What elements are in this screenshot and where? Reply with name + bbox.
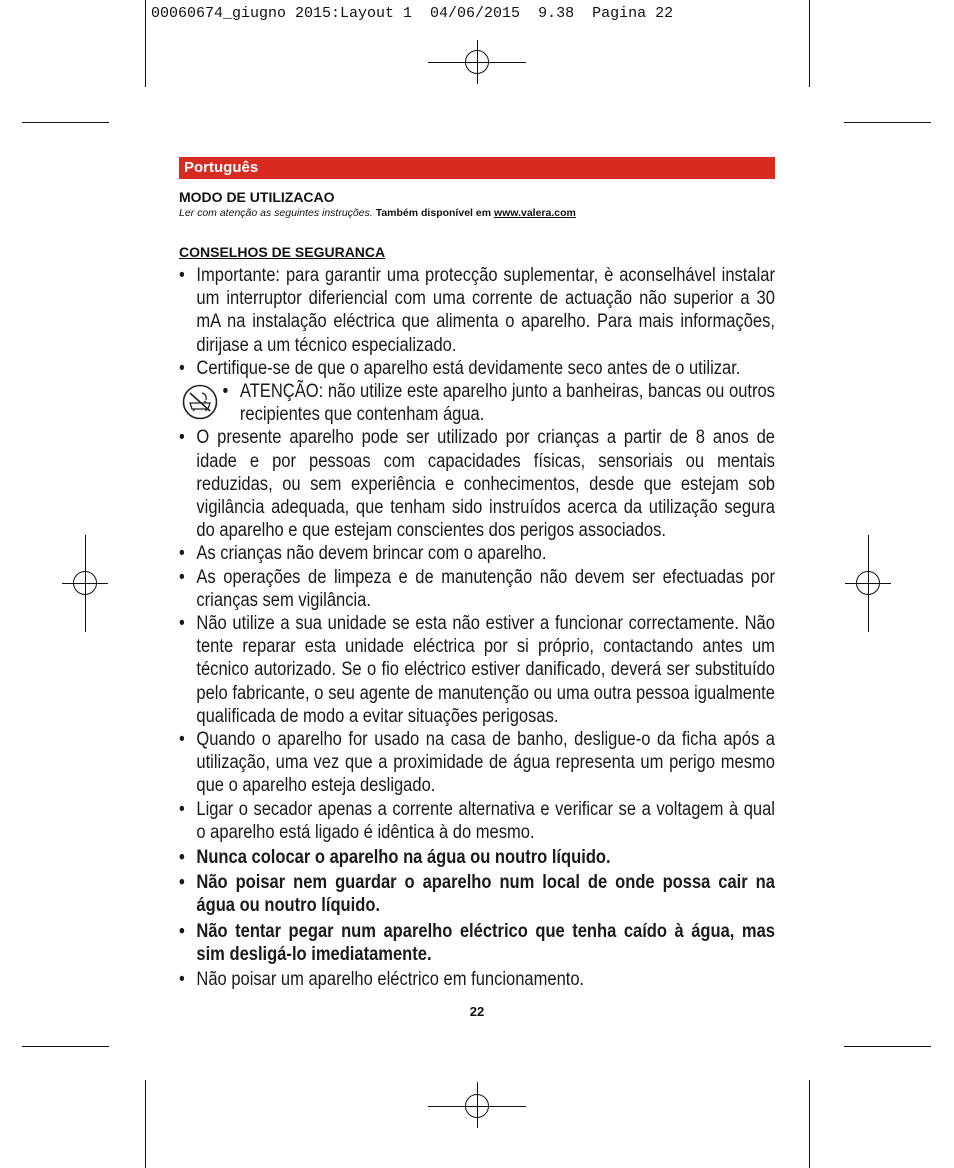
crop-mark [22, 122, 109, 123]
bullet-text: As crianças não devem brincar com o aparelho. [196, 543, 547, 565]
list-item [179, 357, 775, 380]
bullet-text: Ligar o secador apenas a corrente alternativa e verificar se a voltagem à qual o aparelho está ligado é idêntica à do mesmo. [196, 798, 775, 843]
bullet-dot: • [179, 847, 185, 869]
bullet-dot: • [222, 381, 229, 403]
bullet-text: Certifique-se de que o aparelho está devidamente seco antes de o utilizar. [196, 357, 741, 379]
crop-mark [145, 1080, 146, 1168]
list-item [179, 728, 775, 798]
bullet-dot: • [179, 613, 185, 635]
crop-mark [844, 1046, 931, 1047]
list-item [179, 426, 775, 542]
bullet-dot: • [179, 543, 185, 565]
safety-title: CONSELHOS DE SEGURANCA [179, 244, 386, 260]
instructions-line [179, 207, 576, 219]
bullet-dot: • [179, 969, 185, 991]
bullet-dot: • [179, 566, 185, 588]
bullet-dot: • [179, 427, 185, 449]
print-slug: 00060674_giugno 2015:Layout 1 04/06/2015 9.38 Pagina 22 [151, 5, 674, 22]
instructions-bold: Também disponível em [375, 207, 492, 219]
bullet-text: Não poisar nem guardar o aparelho num local de onde possa cair na água ou noutro líquido. [196, 872, 775, 917]
bullet-dot: • [179, 357, 185, 379]
bullet-text: O presente aparelho pode ser utilizado por crianças a partir de 8 anos de idade e por pessoas com capacidades físicas, sensoriais ou mentais reduzidas, ou sem experiência e conhecimentos, desde que estejam sob vigilância adequada, que tenham sido instruídos acerca da utilização segura do aparelho e que estejam conscientes dos perigos associados. [196, 427, 775, 542]
bullet-dot: • [179, 920, 185, 942]
bullet-dot: • [179, 798, 185, 820]
section-header: Português [179, 157, 775, 179]
bullet-text: Não tentar pegar num aparelho eléctrico que tenha caído à água, mas sim desligá-lo imediatamente. [196, 920, 775, 965]
crop-mark [145, 0, 146, 87]
bullet-text: Quando o aparelho for usado na casa de banho, desligue-o da ficha após a utilização, uma vez que a proximidade de água representa um perigo mesmo que o aparelho esteja desligado. [196, 729, 775, 797]
list-item [179, 798, 775, 844]
bullet-dot: • [179, 265, 185, 286]
list-item [179, 566, 775, 612]
bullet-text: Não utilize a sua unidade se esta não estiver a funcionar correctamente. Não tente reparar esta unidade eléctrica por si próprio, contactando antes um técnico autorizado. Se o fio eléctrico estiver danificado, deverá ser substituído pelo fabricante, o seu agente de manutenção ou uma outra pessoa igualmente qualificada de modo a evitar situações perigosas. [196, 613, 775, 727]
crop-mark [844, 122, 931, 123]
crop-mark [22, 1046, 109, 1047]
registration-circle [856, 571, 880, 595]
list-item-bold [179, 846, 775, 869]
page-number: 22 [469, 1004, 485, 1019]
safety-content [179, 264, 775, 991]
crop-mark [809, 0, 810, 87]
registration-circle [465, 50, 489, 74]
mode-title: MODO DE UTILIZACAO [179, 189, 335, 205]
instructions-italic: Ler com atenção as seguintes instruções. [179, 207, 373, 219]
list-item [179, 612, 775, 728]
list-item [179, 264, 775, 357]
bullet-text: Não poisar um aparelho eléctrico em funcionamento. [196, 969, 585, 991]
website-link[interactable]: www.valera.com [493, 207, 576, 219]
list-item [179, 542, 775, 565]
bullet-text: Nunca colocar o aparelho na água ou noutro líquido. [196, 847, 611, 869]
crop-mark [809, 1080, 810, 1168]
bullet-text: As operações de limpeza e de manutenção não devem ser efectuadas por crianças sem vigilância. [196, 566, 775, 611]
bullet-text: Importante: para garantir uma protecção suplementar, è aconselhável instalar um interruptor diferiencial com uma corrente de actuação não superior a 30 mA na instalação eléctrica que alimenta o aparelho. Para mais informações, dirijase a um técnico especializado. [196, 265, 775, 356]
bullet-text: ATENÇÃO: não utilize este aparelho junto a banheiras, bancas ou outros recipientes que contenham água. [239, 381, 775, 426]
bullet-dot: • [179, 872, 185, 894]
registration-circle [73, 571, 97, 595]
list-item-warning [179, 380, 775, 426]
bullet-dot: • [179, 729, 185, 751]
bullet-list [179, 264, 775, 991]
registration-circle [465, 1094, 489, 1118]
list-item-bold [179, 920, 775, 966]
list-item-bold [179, 871, 775, 917]
list-item [179, 968, 775, 991]
